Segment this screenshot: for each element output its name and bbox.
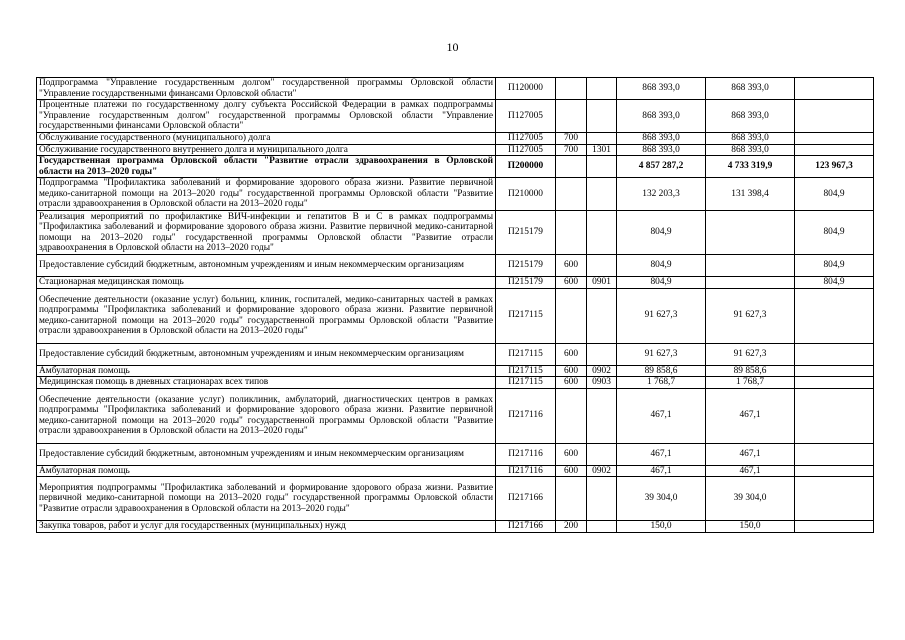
row-name: Обслуживание государственного (муниципального) долга bbox=[37, 133, 496, 145]
section-code bbox=[587, 156, 617, 178]
amount-own-funds: 91 627,3 bbox=[706, 343, 795, 365]
section-code: 1301 bbox=[587, 144, 617, 156]
section-code: 0901 bbox=[587, 277, 617, 289]
amount-federal-funds bbox=[795, 377, 874, 389]
program-code: П200000 bbox=[496, 156, 556, 178]
program-code: П217115 bbox=[496, 365, 556, 377]
table-row bbox=[37, 78, 874, 100]
expense-type: 700 bbox=[556, 144, 587, 156]
amount-own-funds: 91 627,3 bbox=[706, 288, 795, 343]
row-name: Государственная программа Орловской области "Развитие отрасли здравоохранения в Орловской области на 2013–2020 годы" bbox=[37, 156, 496, 178]
program-code: П215179 bbox=[496, 277, 556, 289]
amount-federal-funds: 804,9 bbox=[795, 211, 874, 255]
amount-total: 91 627,3 bbox=[617, 288, 706, 343]
amount-federal-funds bbox=[795, 521, 874, 533]
amount-federal-funds bbox=[795, 100, 874, 133]
program-code: П127005 bbox=[496, 133, 556, 145]
amount-total: 4 857 287,2 bbox=[617, 156, 706, 178]
row-name: Подпрограмма "Профилактика заболеваний и формирование здорового образа жизни. Развитие первичной медико-санитарной помощи на 2013–2020 годы" государственной программы Орловской области "Развитие отрасли здравоохранения в Орловской области на 2013–2020 годы" bbox=[37, 178, 496, 211]
amount-total: 91 627,3 bbox=[617, 343, 706, 365]
program-code: П217115 bbox=[496, 343, 556, 365]
table-row bbox=[37, 178, 874, 211]
table-row bbox=[37, 288, 874, 343]
row-name: Медицинская помощь в дневных стационарах всех типов bbox=[37, 377, 496, 389]
table-row bbox=[37, 156, 874, 178]
expense-type: 600 bbox=[556, 365, 587, 377]
row-name: Стационарная медицинская помощь bbox=[37, 277, 496, 289]
program-code: П120000 bbox=[496, 78, 556, 100]
expense-type bbox=[556, 178, 587, 211]
table-row bbox=[37, 377, 874, 389]
expense-type bbox=[556, 388, 587, 443]
row-name: Закупка товаров, работ и услуг для государственных (муниципальных) нужд bbox=[37, 521, 496, 533]
amount-federal-funds bbox=[795, 465, 874, 477]
amount-federal-funds bbox=[795, 78, 874, 100]
row-name: Предоставление субсидий бюджетным, автономным учреждениям и иным некоммерческим организациям bbox=[37, 343, 496, 365]
expense-type bbox=[556, 211, 587, 255]
section-code: 0902 bbox=[587, 365, 617, 377]
section-code bbox=[587, 388, 617, 443]
amount-total: 132 203,3 bbox=[617, 178, 706, 211]
table-row bbox=[37, 343, 874, 365]
amount-federal-funds bbox=[795, 443, 874, 465]
expense-type: 600 bbox=[556, 377, 587, 389]
expense-type: 600 bbox=[556, 255, 587, 277]
amount-own-funds: 89 858,6 bbox=[706, 365, 795, 377]
amount-own-funds: 467,1 bbox=[706, 388, 795, 443]
amount-own-funds: 131 398,4 bbox=[706, 178, 795, 211]
section-code: 0903 bbox=[587, 377, 617, 389]
row-name: Обеспечение деятельности (оказание услуг) поликлиник, амбулаторий, диагностических центров в рамках подпрограммы "Профилактика заболеваний и формирование здорового образа жизни. Развитие первичной медико-санитарной помощи на 2013–2020 годы" государственной программы Орловской области "Развитие отрасли здравоохранения в Орловской области на 2013–2020 годы" bbox=[37, 388, 496, 443]
amount-federal-funds bbox=[795, 343, 874, 365]
amount-own-funds bbox=[706, 277, 795, 289]
program-code: П210000 bbox=[496, 178, 556, 211]
table-row bbox=[37, 443, 874, 465]
program-code: П215179 bbox=[496, 255, 556, 277]
amount-own-funds: 4 733 319,9 bbox=[706, 156, 795, 178]
row-name: Предоставление субсидий бюджетным, автономным учреждениям и иным некоммерческим организациям bbox=[37, 443, 496, 465]
section-code bbox=[587, 178, 617, 211]
section-code bbox=[587, 521, 617, 533]
expense-type: 600 bbox=[556, 465, 587, 477]
amount-own-funds: 39 304,0 bbox=[706, 477, 795, 521]
section-code bbox=[587, 343, 617, 365]
program-code: П127005 bbox=[496, 144, 556, 156]
amount-own-funds: 1 768,7 bbox=[706, 377, 795, 389]
amount-federal-funds bbox=[795, 133, 874, 145]
amount-total: 868 393,0 bbox=[617, 78, 706, 100]
row-name: Мероприятия подпрограммы "Профилактика заболеваний и формирование здорового образа жизни. Развитие первичной медико-санитарной помощи на 2013–2020 годы" государственной программы Орловской области "Развитие отрасли здравоохранения в Орловской области на 2013–2020 годы" bbox=[37, 477, 496, 521]
table-row bbox=[37, 521, 874, 533]
amount-total: 1 768,7 bbox=[617, 377, 706, 389]
amount-own-funds: 868 393,0 bbox=[706, 144, 795, 156]
amount-federal-funds: 804,9 bbox=[795, 255, 874, 277]
program-code: П217115 bbox=[496, 288, 556, 343]
amount-own-funds: 150,0 bbox=[706, 521, 795, 533]
amount-own-funds bbox=[706, 255, 795, 277]
amount-federal-funds bbox=[795, 388, 874, 443]
section-code bbox=[587, 443, 617, 465]
program-code: П217166 bbox=[496, 477, 556, 521]
amount-total: 467,1 bbox=[617, 388, 706, 443]
table-row bbox=[37, 100, 874, 133]
row-name: Подпрограмма "Управление государственным долгом" государственной программы Орловской области "Управление государственными финансами Орловской области" bbox=[37, 78, 496, 100]
section-code bbox=[587, 288, 617, 343]
amount-federal-funds bbox=[795, 144, 874, 156]
program-code: П217116 bbox=[496, 465, 556, 477]
expense-type bbox=[556, 477, 587, 521]
amount-federal-funds: 123 967,3 bbox=[795, 156, 874, 178]
row-name: Обеспечение деятельности (оказание услуг) больниц, клиник, госпиталей, медико-санитарных частей в рамках подпрограммы "Профилактика заболеваний и формирование здорового образа жизни. Развитие первичной медико-санитарной помощи на 2013–2020 годы" государственной программы Орловской области "Развитие отрасли здравоохранения в Орловской области на 2013–2020 годы" bbox=[37, 288, 496, 343]
amount-own-funds: 467,1 bbox=[706, 443, 795, 465]
expense-type: 200 bbox=[556, 521, 587, 533]
table-row bbox=[37, 465, 874, 477]
amount-total: 868 393,0 bbox=[617, 133, 706, 145]
expense-type bbox=[556, 100, 587, 133]
amount-total: 150,0 bbox=[617, 521, 706, 533]
row-name: Предоставление субсидий бюджетным, автономным учреждениям и иным некоммерческим организациям bbox=[37, 255, 496, 277]
expense-type: 600 bbox=[556, 443, 587, 465]
program-code: П217116 bbox=[496, 443, 556, 465]
section-code bbox=[587, 255, 617, 277]
amount-total: 868 393,0 bbox=[617, 100, 706, 133]
amount-total: 39 304,0 bbox=[617, 477, 706, 521]
amount-total: 89 858,6 bbox=[617, 365, 706, 377]
program-code: П127005 bbox=[496, 100, 556, 133]
amount-federal-funds bbox=[795, 288, 874, 343]
amount-federal-funds bbox=[795, 477, 874, 521]
table-row bbox=[37, 477, 874, 521]
expense-type bbox=[556, 78, 587, 100]
table-row bbox=[37, 133, 874, 145]
table-row bbox=[37, 255, 874, 277]
amount-own-funds: 868 393,0 bbox=[706, 133, 795, 145]
table-row bbox=[37, 144, 874, 156]
section-code: 0902 bbox=[587, 465, 617, 477]
expense-type: 700 bbox=[556, 133, 587, 145]
page-number: 10 bbox=[446, 40, 459, 54]
amount-total: 868 393,0 bbox=[617, 144, 706, 156]
row-name: Процентные платежи по государственному долгу субъекта Российской Федерации в рамках подпрограммы "Управление государственным долгом" государственной программы Орловской области "Управление государственными финансами Орловской области" bbox=[37, 100, 496, 133]
row-name: Амбулаторная помощь bbox=[37, 465, 496, 477]
amount-federal-funds bbox=[795, 365, 874, 377]
amount-federal-funds: 804,9 bbox=[795, 178, 874, 211]
program-code: П215179 bbox=[496, 211, 556, 255]
section-code bbox=[587, 100, 617, 133]
row-name: Обслуживание государственного внутреннего долга и муниципального долга bbox=[37, 144, 496, 156]
expense-type: 600 bbox=[556, 343, 587, 365]
expense-type bbox=[556, 156, 587, 178]
amount-total: 804,9 bbox=[617, 277, 706, 289]
program-code: П217116 bbox=[496, 388, 556, 443]
table-row bbox=[37, 211, 874, 255]
section-code bbox=[587, 133, 617, 145]
row-name: Амбулаторная помощь bbox=[37, 365, 496, 377]
program-code: П217166 bbox=[496, 521, 556, 533]
program-code: П217115 bbox=[496, 377, 556, 389]
section-code bbox=[587, 78, 617, 100]
expense-type: 600 bbox=[556, 277, 587, 289]
table-row bbox=[37, 277, 874, 289]
budget-table bbox=[36, 77, 874, 533]
amount-total: 804,9 bbox=[617, 255, 706, 277]
table-row bbox=[37, 388, 874, 443]
section-code bbox=[587, 477, 617, 521]
row-name: Реализация мероприятий по профилактике ВИЧ-инфекции и гепатитов В и С в рамках подпрограммы "Профилактика заболеваний и формирование здорового образа жизни. Развитие первичной медико-санитарной помощи на 2013–2020 годы" государственной программы Орловской области "Развитие отрасли здравоохранения в Орловской области на 2013–2020 годы" bbox=[37, 211, 496, 255]
amount-own-funds: 467,1 bbox=[706, 465, 795, 477]
expense-type bbox=[556, 288, 587, 343]
amount-total: 467,1 bbox=[617, 465, 706, 477]
table-row bbox=[37, 365, 874, 377]
amount-total: 467,1 bbox=[617, 443, 706, 465]
amount-own-funds: 868 393,0 bbox=[706, 78, 795, 100]
amount-federal-funds: 804,9 bbox=[795, 277, 874, 289]
amount-own-funds bbox=[706, 211, 795, 255]
amount-own-funds: 868 393,0 bbox=[706, 100, 795, 133]
section-code bbox=[587, 211, 617, 255]
amount-total: 804,9 bbox=[617, 211, 706, 255]
